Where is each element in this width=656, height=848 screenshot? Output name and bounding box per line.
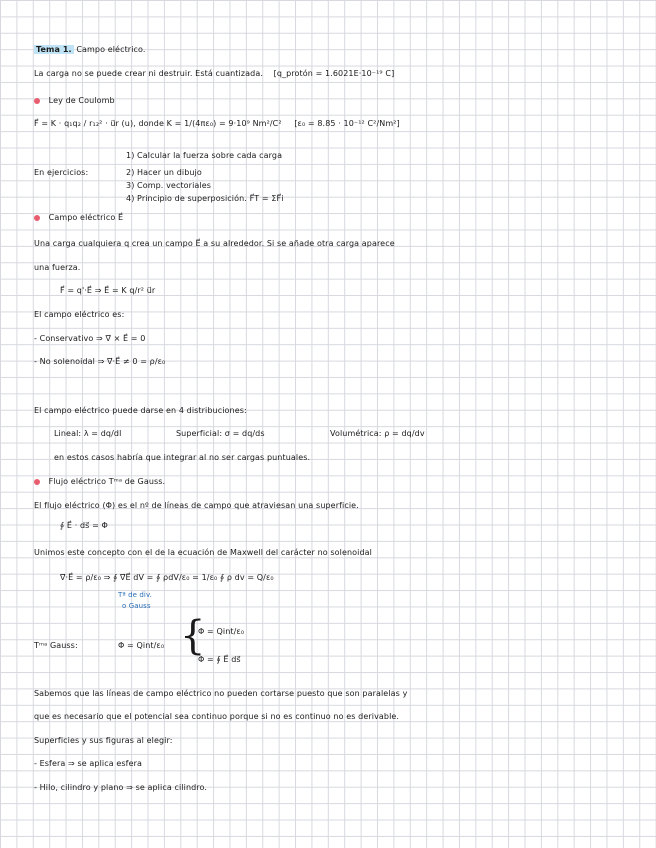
gauss-formula-1: ∮ E⃗ · ds⃗ = Φ	[60, 521, 108, 530]
gauss-line-1: El flujo eléctrico (Φ) es el nº de líneas de campo que atraviesan una superficie.	[34, 501, 359, 510]
title-line	[34, 44, 146, 55]
theorem-label: Tᵐᵃ Gauss:	[34, 641, 78, 650]
exercise-step-3: 3) Comp. vectoriales	[126, 181, 212, 190]
closing-item-2: - Hilo, cilindro y plano ⇒ se aplica cilindro.	[34, 783, 207, 792]
field-line-1: Una carga cualquiera q crea un campo E⃗ a su alrededor. Si se añade otra carga aparece	[34, 239, 395, 248]
gauss-blue-note-2: o Gauss	[122, 602, 151, 610]
dist-volumetrica: Volumétrica: ρ = dq/dv	[330, 429, 425, 438]
field-heading-text: Campo eléctrico E⃗	[48, 213, 124, 222]
field-formula: F⃗ = q'·E⃗ ⇒ E⃗ = K q/r² u⃗r	[60, 286, 156, 295]
brace-formula-1: Φ = Qint/ε₀	[198, 627, 245, 636]
field-heading	[34, 212, 123, 223]
dist-note: en estos casos habría que integrar al no ser cargas puntuales.	[54, 453, 311, 462]
exercise-label-line	[34, 167, 88, 178]
exercises-label: En ejercicios:	[34, 168, 89, 177]
gauss-line-2: Unimos este concepto con el de la ecuación de Maxwell del carácter no solenoidal	[34, 548, 372, 557]
gauss-blue-note-1: Tª de div.	[118, 591, 152, 599]
dist-superficial: Superficial: σ = dq/ds	[176, 429, 265, 438]
field-props-label: El campo eléctrico es:	[34, 310, 125, 319]
gauss-heading-text: Flujo eléctrico Tᵐᵃ de Gauss.	[48, 477, 166, 486]
gauss-formula-2: ∇⃗·E⃗ = ρ/ε₀ ⇒ ∮ ∇⃗E⃗ dV = ∮ ρdV/ε₀ = 1/ε₀ ∮ ρ dv = Q/ε₀	[60, 573, 274, 582]
exercise-step-2: 2) Hacer un dibujo	[126, 168, 202, 177]
exercise-step-4: 4) Principio de superposición. F⃗T = ΣF⃗i	[126, 194, 284, 203]
brace-formula-2: Φ = ∮ E⃗ ds⃗	[198, 655, 241, 664]
field-prop-2: - No solenoidal ⇒ ∇⃗·E⃗ ≠ 0 = ρ/ε₀	[34, 357, 166, 366]
bullet-icon	[34, 98, 40, 104]
bullet-icon	[34, 479, 40, 485]
coulomb-formula: F⃗ = K · q₁q₂ / r₁₂² · u⃗r (u), donde K = 1/(4πε₀) = 9·10⁹ Nm²/C²	[34, 119, 282, 128]
topic-name: Campo eléctrico.	[76, 45, 146, 54]
field-line-2: una fuerza.	[34, 263, 81, 272]
closing-line-3: Superficies y sus figuras al elegir:	[34, 736, 173, 745]
electron-charge: [q_protón = 1.6021E·10⁻¹⁹ C]	[273, 69, 395, 78]
epsilon-value: [ε₀ = 8.85 · 10⁻¹² C²/Nm²]	[294, 119, 400, 128]
bullet-icon	[34, 215, 40, 221]
coulomb-heading	[34, 95, 115, 106]
closing-line-1: Sabemos que las líneas de campo eléctrico no pueden cortarse puesto que son paralelas y	[34, 689, 408, 698]
dist-lineal: Lineal: λ = dq/dl	[54, 429, 122, 438]
closing-line-2: que es necesario que el potencial sea continuo porque si no es continuo no es derivable.	[34, 712, 400, 721]
brace-icon: {	[180, 613, 206, 659]
theorem-formula: Φ = Qint/ε₀	[118, 641, 165, 650]
field-prop-1: - Conservativo ⇒ ∇⃗ × E⃗ = 0	[34, 334, 146, 343]
intro-line	[34, 68, 394, 79]
gauss-heading	[34, 476, 165, 487]
distributions-line: El campo eléctrico puede darse en 4 distribuciones:	[34, 406, 247, 415]
closing-item-1: - Esfera ⇒ se aplica esfera	[34, 759, 142, 768]
intro-text: La carga no se puede crear ni destruir. Está cuantizada.	[34, 69, 263, 78]
coulomb-heading-text: Ley de Coulomb	[48, 96, 115, 105]
topic-label: Tema 1.	[36, 45, 72, 54]
coulomb-formula-line	[34, 118, 400, 129]
exercise-step-1: 1) Calcular la fuerza sobre cada carga	[126, 151, 283, 160]
